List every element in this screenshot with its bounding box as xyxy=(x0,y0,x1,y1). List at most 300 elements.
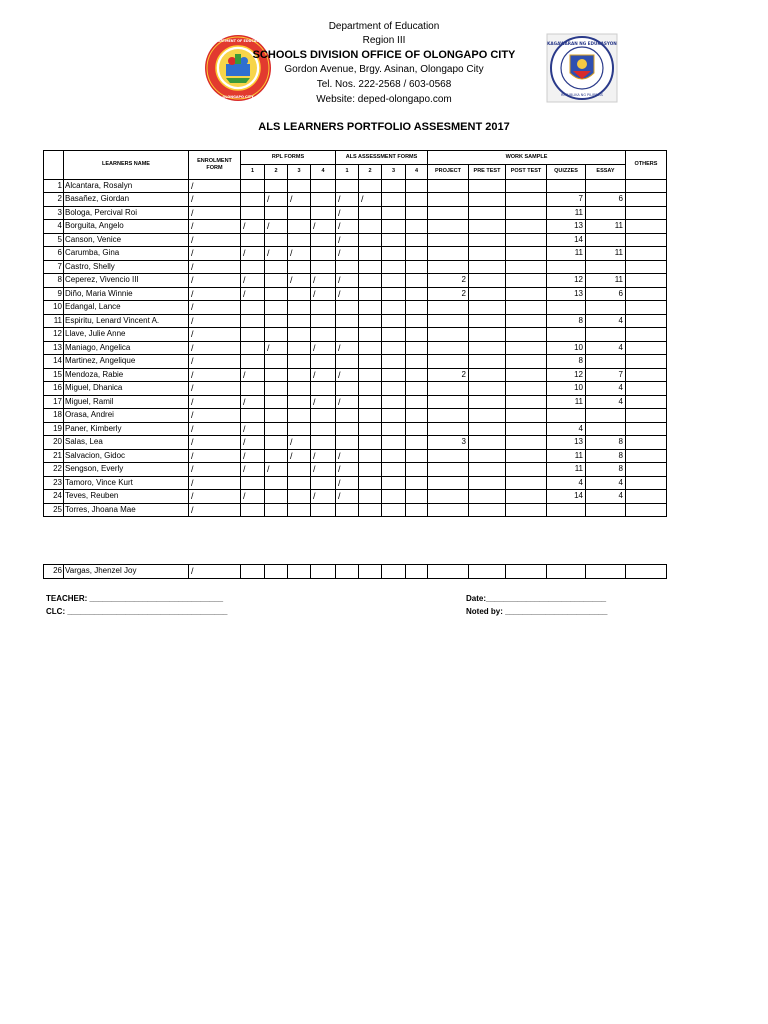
essay-score: 4 xyxy=(586,341,626,355)
rpl-form-1-check: / xyxy=(241,436,265,450)
rpl-form-2-check xyxy=(265,328,288,342)
als-form-1-check: / xyxy=(336,368,359,382)
als-form-2-check xyxy=(359,463,382,477)
als-form-1-check: / xyxy=(336,193,359,207)
quizzes-score: 7 xyxy=(547,193,586,207)
als-form-3-check xyxy=(382,220,406,234)
als-form-4-check xyxy=(406,503,428,517)
header-telephone: Tel. Nos. 222-2568 / 603-0568 xyxy=(316,79,452,90)
table-row xyxy=(44,220,667,234)
enrolment-check: / xyxy=(189,260,241,274)
teacher-signature-line: TEACHER: ______________________________ xyxy=(46,594,224,603)
project-score xyxy=(428,314,469,328)
rpl-form-1-check: / xyxy=(241,220,265,234)
als-form-2-check: / xyxy=(359,193,382,207)
als-form-3-check xyxy=(382,179,406,193)
rpl-form-2-check: / xyxy=(265,193,288,207)
als-form-4-check xyxy=(406,314,428,328)
project-score xyxy=(428,206,469,220)
als-form-1-check xyxy=(336,422,359,436)
row-number: 1 xyxy=(44,179,64,193)
als-form-2-check xyxy=(359,301,382,315)
enrolment-check: / xyxy=(189,220,241,234)
als-form-2-check xyxy=(359,395,382,409)
rpl-form-2-check: / xyxy=(265,463,288,477)
learner-name: Salas, Lea xyxy=(64,436,189,450)
pre-test-score xyxy=(469,490,506,504)
essay-score: 4 xyxy=(586,395,626,409)
als-form-4-check xyxy=(406,463,428,477)
date-line: Date:___________________________ xyxy=(466,594,607,603)
table-row xyxy=(44,395,667,409)
post-test-score xyxy=(506,490,547,504)
row-number: 25 xyxy=(44,503,64,517)
als-form-2-check xyxy=(359,436,382,450)
rpl-form-1-check xyxy=(241,328,265,342)
header-address: Gordon Avenue, Brgy. Asinan, Olongapo City xyxy=(284,64,484,75)
essay-score: 7 xyxy=(586,368,626,382)
pre-test-score xyxy=(469,395,506,409)
als-form-4-check xyxy=(406,247,428,261)
als-form-2-check xyxy=(359,260,382,274)
row-number: 3 xyxy=(44,206,64,220)
learner-name: Llave, Julie Anne xyxy=(64,328,189,342)
project-score: 3 xyxy=(428,436,469,450)
rpl-form-3-check xyxy=(288,328,311,342)
rpl-form-1-check: / xyxy=(241,274,265,288)
project-score xyxy=(428,355,469,369)
rpl-form-4-check: / xyxy=(311,220,336,234)
enrolment-check: / xyxy=(189,476,241,490)
others-cell xyxy=(626,490,667,504)
others-cell xyxy=(626,436,667,450)
row-number: 10 xyxy=(44,301,64,315)
learner-name: Borguita, Angelo xyxy=(64,220,189,234)
table-row xyxy=(44,314,667,328)
quizzes-score xyxy=(547,301,586,315)
learner-name: Canson, Venice xyxy=(64,233,189,247)
col-rpl-3: 3 xyxy=(288,164,311,179)
svg-text:OLONGAPO CITY: OLONGAPO CITY xyxy=(222,95,254,99)
col-als-4: 4 xyxy=(406,164,428,179)
svg-text:REPUBLIKA NG PILIPINAS: REPUBLIKA NG PILIPINAS xyxy=(560,93,604,97)
rpl-form-1-check xyxy=(241,355,265,369)
cell xyxy=(428,565,469,579)
svg-text:DEPARTMENT OF EDUCATION: DEPARTMENT OF EDUCATION xyxy=(210,39,266,43)
rpl-form-2-check xyxy=(265,395,288,409)
cell xyxy=(626,565,667,579)
cell xyxy=(359,565,382,579)
project-score xyxy=(428,260,469,274)
als-form-3-check xyxy=(382,301,406,315)
als-form-1-check xyxy=(336,314,359,328)
quizzes-score: 10 xyxy=(547,382,586,396)
post-test-score xyxy=(506,436,547,450)
essay-score xyxy=(586,503,626,517)
rpl-form-3-check: / xyxy=(288,193,311,207)
als-form-1-check: / xyxy=(336,206,359,220)
als-form-1-check xyxy=(336,301,359,315)
quizzes-score xyxy=(547,503,586,517)
portfolio-table xyxy=(43,150,667,517)
als-form-4-check xyxy=(406,490,428,504)
post-test-score xyxy=(506,206,547,220)
quizzes-score: 11 xyxy=(547,395,586,409)
others-cell xyxy=(626,287,667,301)
rpl-form-3-check xyxy=(288,260,311,274)
rpl-form-1-check xyxy=(241,206,265,220)
als-form-3-check xyxy=(382,193,406,207)
als-form-3-check xyxy=(382,328,406,342)
rpl-form-3-check xyxy=(288,476,311,490)
rpl-form-2-check xyxy=(265,274,288,288)
row-number: 17 xyxy=(44,395,64,409)
row-number: 11 xyxy=(44,314,64,328)
table-row xyxy=(44,260,667,274)
als-form-4-check xyxy=(406,220,428,234)
als-form-3-check xyxy=(382,436,406,450)
essay-score: 4 xyxy=(586,476,626,490)
project-score xyxy=(428,220,469,234)
rpl-form-3-check xyxy=(288,503,311,517)
learner-name: Mendoza, Rabie xyxy=(64,368,189,382)
others-cell xyxy=(626,341,667,355)
rpl-form-1-check xyxy=(241,260,265,274)
als-form-4-check xyxy=(406,395,428,409)
rpl-form-4-check: / xyxy=(311,395,336,409)
project-score xyxy=(428,301,469,315)
enrolment-check: / xyxy=(189,382,241,396)
rpl-form-3-check xyxy=(288,422,311,436)
als-form-3-check xyxy=(382,274,406,288)
rpl-form-3-check xyxy=(288,206,311,220)
als-form-2-check xyxy=(359,490,382,504)
others-cell xyxy=(626,179,667,193)
learner-name: Edangal, Lance xyxy=(64,301,189,315)
rpl-form-2-check xyxy=(265,368,288,382)
als-form-3-check xyxy=(382,490,406,504)
pre-test-score xyxy=(469,193,506,207)
essay-score: 4 xyxy=(586,490,626,504)
others-cell xyxy=(626,274,667,288)
enrolment-check: / xyxy=(189,247,241,261)
rpl-form-3-check xyxy=(288,287,311,301)
essay-score: 6 xyxy=(586,287,626,301)
cell xyxy=(586,565,626,579)
others-cell xyxy=(626,409,667,423)
pre-test-score xyxy=(469,422,506,436)
enrolment-check: / xyxy=(189,565,241,579)
rpl-form-2-check xyxy=(265,314,288,328)
col-pre-test: PRE TEST xyxy=(469,164,506,179)
als-form-1-check xyxy=(336,503,359,517)
post-test-score xyxy=(506,220,547,234)
rpl-form-4-check xyxy=(311,409,336,423)
cell xyxy=(265,565,288,579)
als-form-3-check xyxy=(382,341,406,355)
als-form-2-check xyxy=(359,220,382,234)
others-cell xyxy=(626,301,667,315)
cell xyxy=(382,565,406,579)
col-rpl-4: 4 xyxy=(311,164,336,179)
col-essay: ESSAY xyxy=(586,164,626,179)
post-test-score xyxy=(506,260,547,274)
als-form-3-check xyxy=(382,260,406,274)
pre-test-score xyxy=(469,476,506,490)
als-form-2-check xyxy=(359,409,382,423)
project-score xyxy=(428,490,469,504)
learner-name: Miguel, Ramil xyxy=(64,395,189,409)
rpl-form-1-check: / xyxy=(241,422,265,436)
learner-name: Maniago, Angelica xyxy=(64,341,189,355)
quizzes-score: 12 xyxy=(547,274,586,288)
rpl-form-4-check: / xyxy=(311,274,336,288)
enrolment-check: / xyxy=(189,341,241,355)
learner-name: Sengson, Everly xyxy=(64,463,189,477)
others-cell xyxy=(626,503,667,517)
als-form-1-check: / xyxy=(336,247,359,261)
row-number: 13 xyxy=(44,341,64,355)
rpl-form-2-check xyxy=(265,287,288,301)
rpl-form-4-check xyxy=(311,436,336,450)
enrolment-check: / xyxy=(189,449,241,463)
col-work-sample: WORK SAMPLE xyxy=(428,151,626,165)
others-cell xyxy=(626,220,667,234)
als-form-3-check xyxy=(382,247,406,261)
rpl-form-2-check xyxy=(265,179,288,193)
quizzes-score: 13 xyxy=(547,436,586,450)
als-form-4-check xyxy=(406,476,428,490)
rpl-form-2-check xyxy=(265,422,288,436)
col-als-1: 1 xyxy=(336,164,359,179)
col-rpl-forms: RPL FORMS xyxy=(241,151,336,165)
project-score xyxy=(428,179,469,193)
essay-score xyxy=(586,409,626,423)
post-test-score xyxy=(506,382,547,396)
essay-score xyxy=(586,260,626,274)
post-test-score xyxy=(506,193,547,207)
learner-name: Tamoro, Vince Kurt xyxy=(64,476,189,490)
project-score xyxy=(428,233,469,247)
project-score: 2 xyxy=(428,368,469,382)
row-number: 6 xyxy=(44,247,64,261)
als-form-4-check xyxy=(406,328,428,342)
row-number: 7 xyxy=(44,260,64,274)
rpl-form-4-check xyxy=(311,179,336,193)
enrolment-check: / xyxy=(189,463,241,477)
rpl-form-3-check xyxy=(288,382,311,396)
row-number: 16 xyxy=(44,382,64,396)
als-form-2-check xyxy=(359,355,382,369)
quizzes-score xyxy=(547,260,586,274)
pre-test-score xyxy=(469,247,506,261)
row-number: 18 xyxy=(44,409,64,423)
quizzes-score: 8 xyxy=(547,314,586,328)
table-row xyxy=(44,422,667,436)
rpl-form-4-check xyxy=(311,503,336,517)
rpl-form-2-check xyxy=(265,490,288,504)
als-form-1-check: / xyxy=(336,395,359,409)
post-test-score xyxy=(506,476,547,490)
als-form-1-check: / xyxy=(336,463,359,477)
rpl-form-1-check: / xyxy=(241,247,265,261)
post-test-score xyxy=(506,503,547,517)
row-number: 12 xyxy=(44,328,64,342)
als-form-2-check xyxy=(359,476,382,490)
enrolment-check: / xyxy=(189,301,241,315)
row-number: 26 xyxy=(44,565,64,579)
table-row xyxy=(44,179,667,193)
col-others: OTHERS xyxy=(626,151,667,180)
als-form-1-check xyxy=(336,328,359,342)
learner-name: Orasa, Andrei xyxy=(64,409,189,423)
others-cell xyxy=(626,328,667,342)
post-test-score xyxy=(506,341,547,355)
quizzes-score: 13 xyxy=(547,287,586,301)
rpl-form-3-check: / xyxy=(288,449,311,463)
row-number: 14 xyxy=(44,355,64,369)
als-form-4-check xyxy=(406,422,428,436)
table-row xyxy=(44,193,667,207)
rpl-form-2-check xyxy=(265,260,288,274)
pre-test-score xyxy=(469,503,506,517)
table-row xyxy=(44,206,667,220)
rpl-form-4-check xyxy=(311,193,336,207)
quizzes-score: 11 xyxy=(547,206,586,220)
enrolment-check: / xyxy=(189,355,241,369)
als-form-4-check xyxy=(406,206,428,220)
rpl-form-1-check xyxy=(241,179,265,193)
rpl-form-2-check xyxy=(265,233,288,247)
post-test-score xyxy=(506,301,547,315)
post-test-score xyxy=(506,179,547,193)
rpl-form-1-check xyxy=(241,503,265,517)
learner-name: Espiritu, Lenard Vincent A. xyxy=(64,314,189,328)
others-cell xyxy=(626,368,667,382)
enrolment-check: / xyxy=(189,436,241,450)
essay-score xyxy=(586,179,626,193)
svg-text:KAGAWARAN NG EDUKASYON: KAGAWARAN NG EDUKASYON xyxy=(547,41,617,46)
cell xyxy=(469,565,506,579)
essay-score xyxy=(586,233,626,247)
others-cell xyxy=(626,314,667,328)
rpl-form-1-check xyxy=(241,301,265,315)
rpl-form-4-check xyxy=(311,314,336,328)
table-row xyxy=(44,233,667,247)
als-form-3-check xyxy=(382,409,406,423)
pre-test-score xyxy=(469,449,506,463)
als-form-4-check xyxy=(406,449,428,463)
als-form-1-check xyxy=(336,179,359,193)
rpl-form-2-check xyxy=(265,206,288,220)
als-form-4-check xyxy=(406,274,428,288)
als-form-4-check xyxy=(406,382,428,396)
others-cell xyxy=(626,395,667,409)
rpl-form-4-check: / xyxy=(311,490,336,504)
learner-name: Miguel, Dhanica xyxy=(64,382,189,396)
table-row xyxy=(44,341,667,355)
als-form-2-check xyxy=(359,247,382,261)
project-score xyxy=(428,395,469,409)
essay-score xyxy=(586,328,626,342)
quizzes-score xyxy=(547,328,586,342)
quizzes-score: 12 xyxy=(547,368,586,382)
als-form-3-check xyxy=(382,314,406,328)
enrolment-check: / xyxy=(189,409,241,423)
post-test-score xyxy=(506,233,547,247)
rpl-form-3-check: / xyxy=(288,436,311,450)
rpl-form-3-check xyxy=(288,314,311,328)
deped-seal-logo xyxy=(545,33,619,103)
learner-name: Castro, Shelly xyxy=(64,260,189,274)
pre-test-score xyxy=(469,436,506,450)
col-rpl-1: 1 xyxy=(241,164,265,179)
als-form-3-check xyxy=(382,503,406,517)
project-score xyxy=(428,193,469,207)
rpl-form-2-check xyxy=(265,476,288,490)
essay-score: 4 xyxy=(586,382,626,396)
rpl-form-1-check xyxy=(241,409,265,423)
extra-learner-table xyxy=(43,564,667,579)
rpl-form-4-check xyxy=(311,206,336,220)
col-learners-name: LEARNERS NAME xyxy=(64,151,189,180)
essay-score xyxy=(586,355,626,369)
rpl-form-4-check xyxy=(311,355,336,369)
post-test-score xyxy=(506,247,547,261)
rpl-form-3-check: / xyxy=(288,274,311,288)
als-form-4-check xyxy=(406,409,428,423)
others-cell xyxy=(626,193,667,207)
header-division: SCHOOLS DIVISION OFFICE OF OLONGAPO CITY xyxy=(252,49,516,61)
learner-name: Salvacion, Gidoc xyxy=(64,449,189,463)
rpl-form-2-check xyxy=(265,301,288,315)
als-form-4-check xyxy=(406,368,428,382)
rpl-form-4-check: / xyxy=(311,463,336,477)
als-form-2-check xyxy=(359,328,382,342)
quizzes-score: 4 xyxy=(547,422,586,436)
rpl-form-3-check xyxy=(288,220,311,234)
project-score xyxy=(428,341,469,355)
als-form-4-check xyxy=(406,179,428,193)
project-score: 2 xyxy=(428,274,469,288)
enrolment-check: / xyxy=(189,233,241,247)
others-cell xyxy=(626,206,667,220)
others-cell xyxy=(626,355,667,369)
als-form-3-check xyxy=(382,422,406,436)
pre-test-score xyxy=(469,328,506,342)
als-form-4-check xyxy=(406,355,428,369)
rpl-form-1-check xyxy=(241,382,265,396)
essay-score xyxy=(586,301,626,315)
row-number: 4 xyxy=(44,220,64,234)
rpl-form-2-check: / xyxy=(265,220,288,234)
table-row xyxy=(44,565,667,579)
enrolment-check: / xyxy=(189,422,241,436)
als-form-1-check: / xyxy=(336,233,359,247)
rpl-form-2-check: / xyxy=(265,247,288,261)
als-form-3-check xyxy=(382,382,406,396)
post-test-score xyxy=(506,409,547,423)
rpl-form-1-check: / xyxy=(241,368,265,382)
header-department: Department of Education xyxy=(328,21,440,32)
essay-score: 8 xyxy=(586,449,626,463)
noted-by-line: Noted by: _______________________ xyxy=(466,607,608,616)
row-number: 22 xyxy=(44,463,64,477)
learner-name: Torres, Jhoana Mae xyxy=(64,503,189,517)
quizzes-score: 10 xyxy=(547,341,586,355)
als-form-3-check xyxy=(382,206,406,220)
als-form-4-check xyxy=(406,260,428,274)
